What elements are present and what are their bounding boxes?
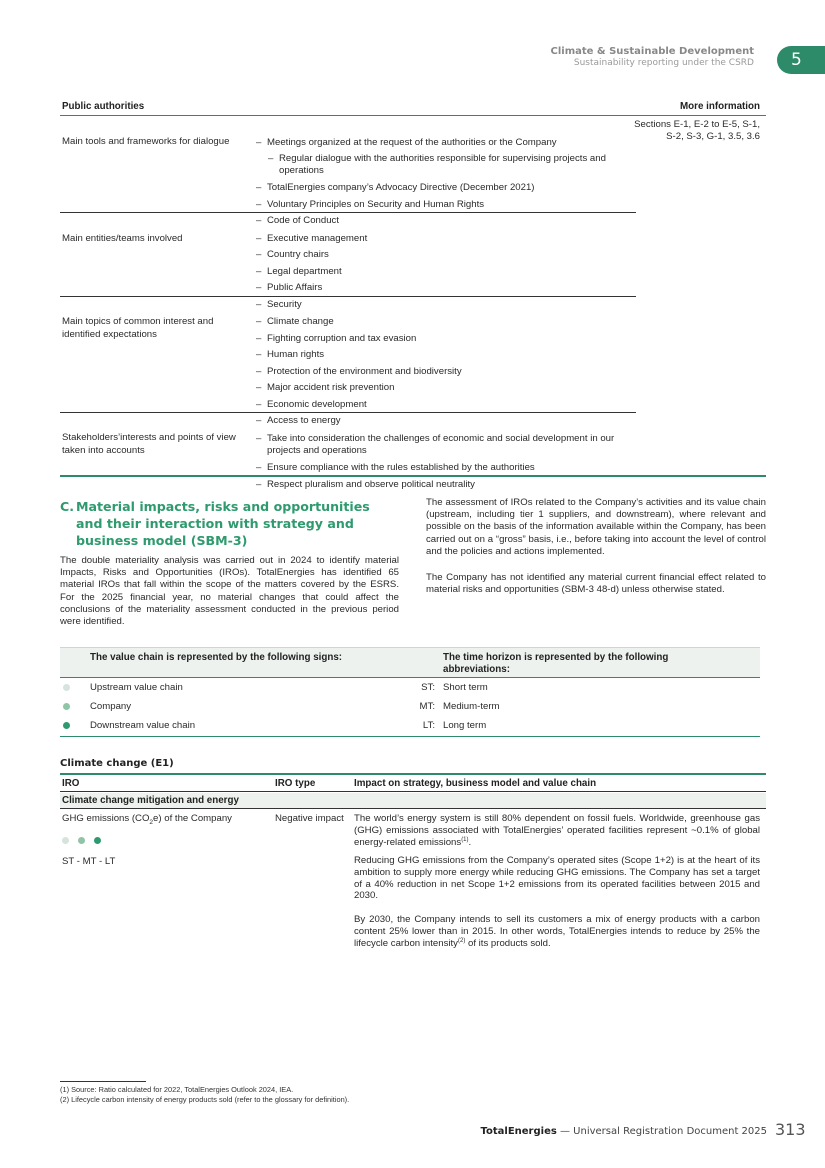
iro-type: Negative impact: [275, 813, 344, 824]
list-item: – Protection of the environment and biodiversity: [256, 366, 636, 378]
table-subheading: [60, 793, 766, 809]
column-header-impact: Impact on strategy, business model and value chain: [354, 778, 597, 789]
column-header-iro-type: IRO type: [275, 778, 316, 789]
list-item: – Legal department: [256, 266, 636, 278]
section-letter: C.: [60, 499, 75, 514]
footnote-ref: (2): [457, 937, 466, 944]
legend-abbreviation: ST:: [421, 682, 435, 693]
row-divider: [60, 212, 636, 213]
legend-bottom-rule: [60, 736, 760, 737]
section-title: Material impacts, risks and opportunities and their interaction with strategy and business model (SBM-3): [76, 499, 370, 548]
legend-row: [60, 698, 760, 717]
page-number: 313: [775, 1120, 806, 1139]
list-item: – Code of Conduct: [256, 215, 636, 227]
more-information-cell: Sections E-1, E-2 to E-5, S-1, S-2, S-3, G-1, 3.5, 3.6: [634, 119, 760, 142]
value-chain-indicator: [62, 836, 122, 846]
list-item: – Ensure compliance with the rules established by the authorities: [256, 462, 636, 474]
time-horizon: ST - MT - LT: [62, 856, 116, 867]
footnote: (2) Lifecycle carbon intensity of energy products sold (refer to the glossary for definition).: [60, 1095, 350, 1104]
row-label: Main entities/teams involved: [62, 233, 183, 244]
list-item: – Access to energy: [256, 415, 636, 427]
iro-name: [62, 813, 232, 824]
list-item: – Climate change: [256, 316, 636, 328]
impact-paragraph: Reducing GHG emissions from the Company’s operated sites (Scope 1+2) is at the heart of its ambition to supply more energy while reducing GHG emissions. The Company has set a target of a 40% reduction in net Scope 1+2 emissions from its operated facilities between 2015 and 2030.: [354, 855, 760, 902]
footnote: (1) Source: Ratio calculated for 2022, TotalEnergies Outlook 2024, IEA.: [60, 1085, 294, 1094]
list-item: – Respect pluralism and observe political neutrality: [256, 479, 636, 491]
legend-sign-label: Company: [90, 701, 132, 712]
paragraph-assessment: The assessment of IROs related to the Company’s activities and its value chain (upstream, including tier 1 suppliers, and downstream), where relevant and possible on the basis of the information available within the Company, has been carried out on a “gross” basis, i.e., before taking into account the level of control and the policies and actions implemented.: [426, 497, 766, 557]
downstream-dot-icon: [63, 722, 70, 729]
legend-abbreviation: MT:: [419, 701, 435, 712]
column-header-iro: IRO: [62, 778, 80, 789]
impact-paragraph: [354, 813, 760, 848]
list-item: – Meetings organized at the request of the authorities or the Company: [256, 137, 636, 149]
list-item: – Take into consideration the challenges of economic and social development in our projects and operations: [256, 433, 636, 457]
company-dot-icon: [63, 703, 70, 710]
row-divider: [60, 412, 636, 413]
legend-horizon-label: Short term: [443, 682, 488, 693]
row-label: Main topics of common interest and identified expectations: [62, 316, 214, 340]
page-footer: [481, 1126, 768, 1137]
list-item: – Economic development: [256, 399, 636, 411]
chapter-badge: 5: [777, 46, 825, 74]
list-item: – Human rights: [256, 349, 636, 361]
row-divider: [60, 296, 636, 297]
legend-row: [60, 717, 760, 736]
legend-horizon-label: Long term: [443, 720, 487, 731]
running-header-title: Climate & Sustainable Development: [550, 46, 754, 57]
legend-row: [60, 679, 760, 698]
impact-text: The world’s energy system is still 80% dependent on fossil fuels. Worldwide, greenhouse gas (GHG) emissions associated with TotalEnergies’ operated facilities represent ~0.1% of global energy-related emissions: [354, 813, 760, 848]
legend-header: [60, 647, 760, 678]
footnote-rule: [60, 1081, 146, 1082]
upstream-dot-icon: [63, 684, 70, 691]
public-authorities-table: [60, 99, 766, 490]
list-item: – Security: [256, 299, 636, 311]
footer-company: TotalEnergies: [480, 1126, 557, 1137]
company-dot-icon: [78, 837, 85, 844]
subheading-label: Climate change mitigation and energy: [62, 795, 239, 806]
row-label: Stakeholders’interests and points of view taken into accounts: [62, 432, 236, 456]
running-header-subtitle: Sustainability reporting under the CSRD: [573, 58, 754, 68]
downstream-dot-icon: [94, 837, 101, 844]
legend-time-horizon-heading: The time horizon is represented by the following abbreviations:: [443, 652, 669, 675]
impact-text: By 2030, the Company intends to sell its customers a mix of energy products with a carbon content 25% lower than in 2015. In other words, TotalEnergies intends to reduce by 25% the lifecycle carbon intensity: [354, 914, 760, 949]
legend-sign-label: Upstream value chain: [90, 682, 183, 693]
iro-name-post: e) of the Company: [153, 813, 232, 824]
legend-abbreviation: LT:: [422, 720, 435, 731]
table-header-more-info: More information: [679, 101, 760, 112]
table-header-title: Public authorities: [62, 101, 145, 112]
footnote-ref: (1): [461, 836, 469, 843]
legend-value-chain-heading: The value chain is represented by the following signs:: [90, 652, 343, 663]
row-label: Main tools and frameworks for dialogue: [62, 136, 230, 147]
list-item: – TotalEnergies company’s Advocacy Directive (December 2021): [256, 182, 636, 194]
table-header: [60, 775, 766, 792]
legend-horizon-label: Medium-term: [443, 701, 500, 712]
list-item: – Public Affairs: [256, 282, 636, 294]
impact-paragraph: [354, 914, 760, 949]
legend-sign-label: Downstream value chain: [90, 720, 196, 731]
paragraph-materiality: The double materiality analysis was carried out in 2024 to identify material Impacts, Risks and Opportunities (IROs). TotalEnergies has identified 65 material IROs that fall within the scope of the matters covered by the ESRS. For the 2025 financial year, no material changes that could affect the conclusions of the materiality assessment conducted in the previous period were identified.: [60, 555, 399, 628]
list-item: – Executive management: [256, 233, 636, 245]
list-item: – Regular dialogue with the authorities responsible for supervising projects and operations: [268, 153, 636, 177]
list-item: – Country chairs: [256, 249, 636, 261]
impact-text-end: of its products sold.: [465, 937, 551, 949]
list-item: – Fighting corruption and tax evasion: [256, 333, 636, 345]
list-item: – Voluntary Principles on Security and Human Rights: [256, 199, 636, 211]
section-heading: [60, 498, 400, 549]
paragraph-financial-effect: The Company has not identified any material current financial effect related to material risks and opportunities (SBM-3 48-d) unless otherwise stated.: [426, 572, 766, 596]
footer-document: — Universal Registration Document 2025: [556, 1126, 767, 1137]
table-bottom-rule: [60, 475, 766, 477]
list-item: – Major accident risk prevention: [256, 382, 636, 394]
table-header: [60, 99, 766, 116]
climate-table-title: Climate change (E1): [60, 758, 174, 769]
iro-name-subscript: 2: [149, 818, 154, 826]
iro-name-pre: GHG emissions (CO: [62, 813, 150, 824]
upstream-dot-icon: [62, 837, 69, 844]
impact-text-end: .: [468, 836, 472, 848]
